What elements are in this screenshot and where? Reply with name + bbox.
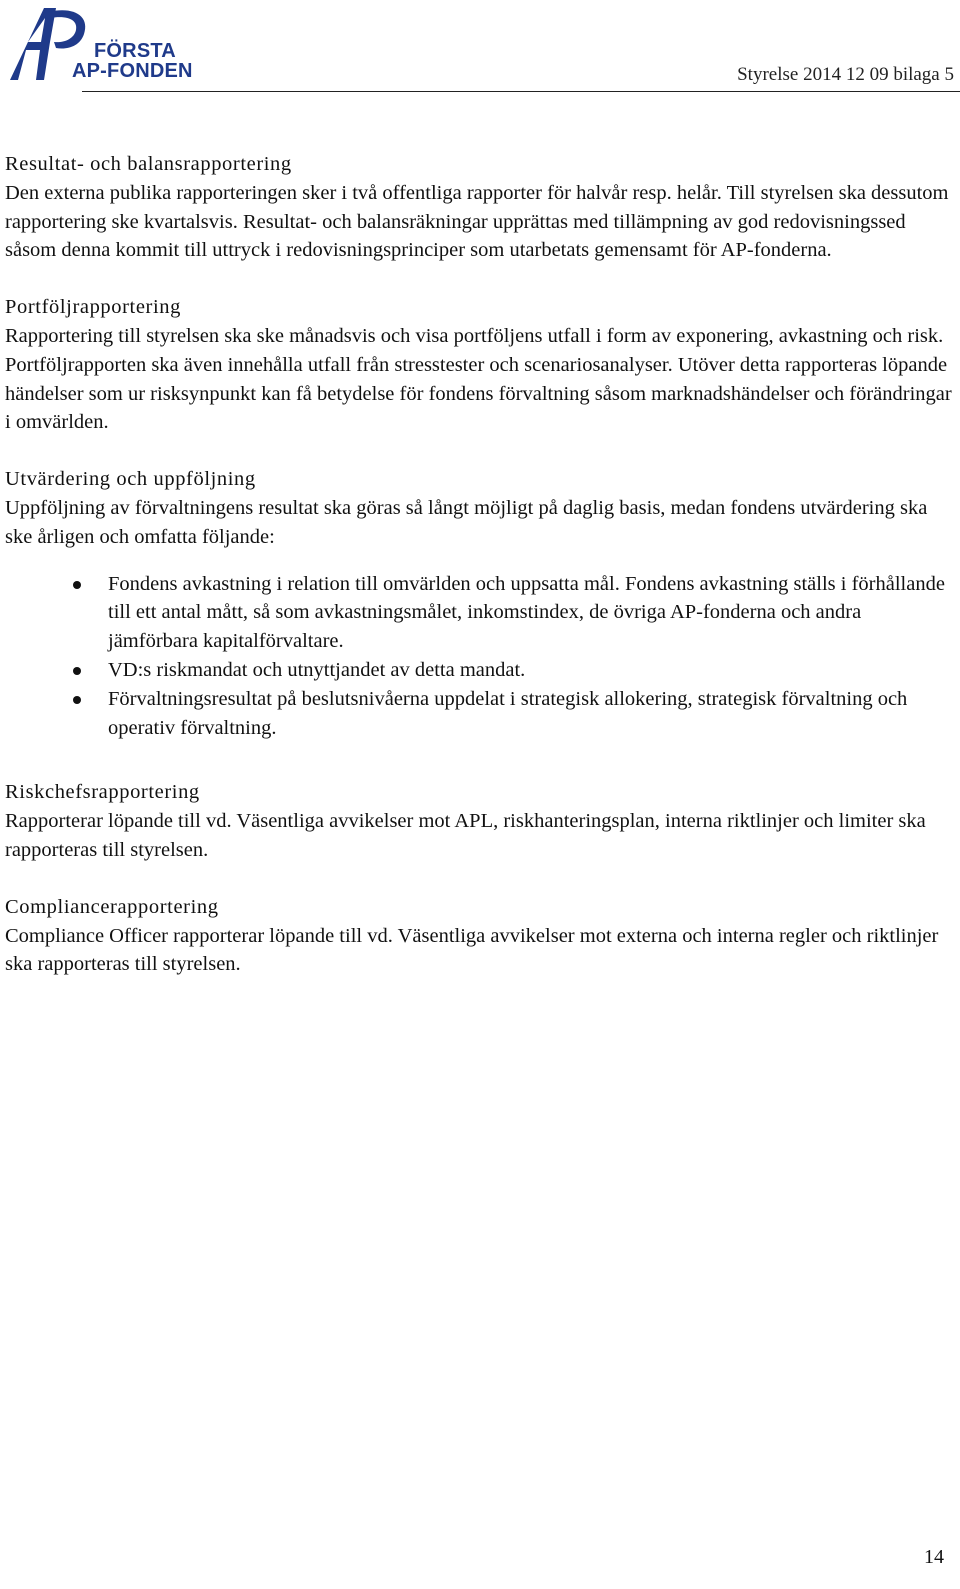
list-item xyxy=(108,656,955,685)
bullet-icon xyxy=(73,581,81,589)
page-number: 14 xyxy=(924,1546,944,1568)
list-item xyxy=(108,570,955,656)
section-heading: Portföljrapportering xyxy=(5,296,181,319)
section-body: Den externa publika rapporteringen sker i två offentliga rapporter för halvår resp. helår. Till styrelsen ska dessutom rapportering ske kvartalsvis. Resultat- och balansräkningar upprättas med tillämpning av god redovisningssed såsom denna kommit till uttryck i redovisningsprinciper som utarbetats gemensamt för AP-fonderna. xyxy=(5,181,949,262)
evaluation-bullet-list xyxy=(5,570,955,743)
page-header xyxy=(0,0,960,92)
bullet-icon xyxy=(73,667,81,675)
list-item-text: VD:s riskmandat och utnyttjandet av detta mandat. xyxy=(108,658,526,681)
section-portfoljrapportering xyxy=(5,293,955,437)
section-heading: Utvärdering och uppföljning xyxy=(5,468,256,491)
document-body xyxy=(5,150,955,1007)
header-divider xyxy=(82,91,960,92)
logo-text-line1: FÖRSTA xyxy=(94,40,176,62)
section-body: Uppföljning av förvaltningens resultat ska göras så långt möjligt på daglig basis, medan fondens utvärdering ska ske årligen och omfatta följande: xyxy=(5,496,928,548)
section-compliancerapportering xyxy=(5,893,955,979)
section-riskchefsrapportering xyxy=(5,778,955,864)
section-utvardering xyxy=(5,465,955,742)
forsta-ap-fonden-logo xyxy=(4,2,194,86)
section-body: Rapportering till styrelsen ska ske månadsvis och visa portföljens utfall i form av exponering, avkastning och risk. Portföljrapporten ska även innehålla utfall från stresstester och scenariosanalyser. Utöver detta rapporteras löpande händelser som ur risksynpunkt kan få betydelse för fondens förvaltning såsom marknadshändelser och förändringar i omvärlden. xyxy=(5,324,952,434)
section-heading: Compliancerapportering xyxy=(5,895,219,918)
list-item-text: Förvaltningsresultat på beslutsnivåerna uppdelat i strategisk allokering, strategisk förvaltning och operativ förvaltning. xyxy=(108,687,908,739)
section-heading: Riskchefsrapportering xyxy=(5,781,200,804)
section-body: Compliance Officer rapporterar löpande till vd. Väsentliga avvikelser mot externa och interna regler och riktlinjer ska rapporteras till styrelsen. xyxy=(5,924,939,976)
section-heading: Resultat- och balansrapportering xyxy=(5,153,292,175)
list-item xyxy=(108,685,955,743)
logo-text-line2: AP-FONDEN xyxy=(72,60,193,82)
bullet-icon xyxy=(73,696,81,704)
section-resultat-balans xyxy=(5,150,955,265)
document-title: Styrelse 2014 12 09 bilaga 5 xyxy=(737,64,954,85)
list-item-text: Fondens avkastning i relation till omvärlden och uppsatta mål. Fondens avkastning ställs i förhållande till ett antal mått, så som avkastningsmålet, inkomstindex, de övriga AP-fonderna och andra jämförbara kapitalförvaltare. xyxy=(108,572,945,653)
section-body: Rapporterar löpande till vd. Väsentliga avvikelser mot APL, riskhanteringsplan, interna riktlinjer och limiter ska rapporteras till styrelsen. xyxy=(5,810,926,861)
